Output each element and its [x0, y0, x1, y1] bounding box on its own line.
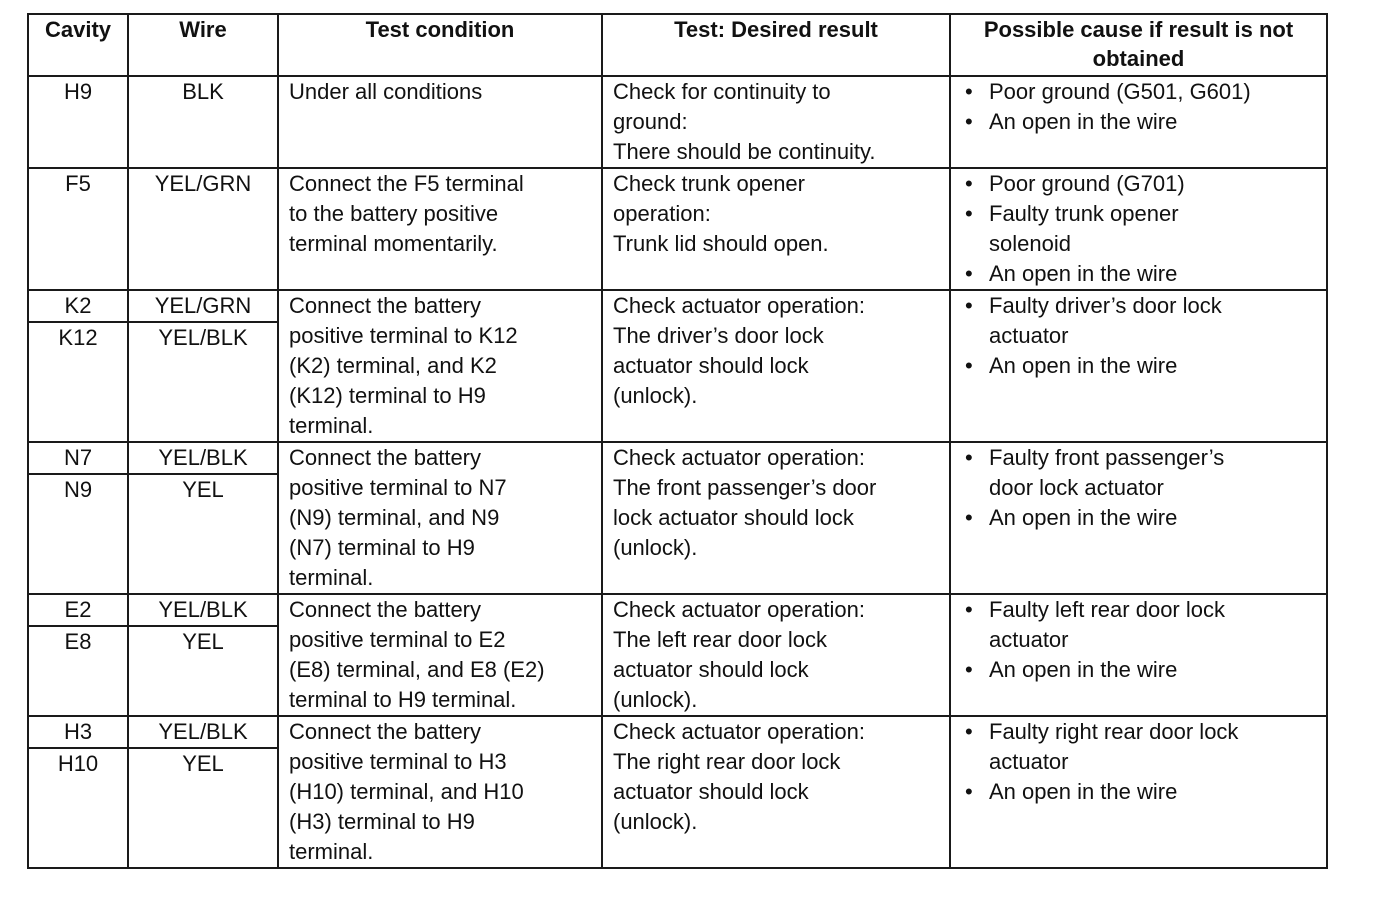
cause-line: • An open in the wire [989, 109, 1178, 134]
cause-list [951, 595, 1326, 685]
cause-cell [950, 76, 1327, 168]
wire-label: YEL/BLK [129, 595, 277, 627]
cause-line: • Faulty left rear door lock [989, 597, 1225, 622]
cause-item [965, 443, 1326, 503]
table-row [28, 290, 1327, 442]
result-line: The front passenger’s door [613, 475, 877, 500]
condition-cell [278, 76, 602, 168]
wire-cell [128, 168, 278, 290]
wire-label: YEL [182, 629, 224, 654]
condition-line: terminal momentarily. [289, 231, 498, 256]
cause-cell [950, 168, 1327, 290]
condition-cell [278, 594, 602, 716]
cause-list [951, 443, 1326, 533]
cause-line: • An open in the wire [989, 657, 1178, 682]
cavity-label: K12 [58, 325, 98, 350]
header-test-condition: Test condition [278, 14, 602, 76]
condition-line: (E8) terminal, and E8 (E2) [289, 657, 545, 682]
header-possible-cause [950, 14, 1327, 76]
condition-cell [278, 290, 602, 442]
cavity-cell [28, 716, 128, 868]
cause-list [951, 291, 1326, 381]
condition-line: Connect the battery [289, 445, 482, 470]
cause-item [965, 77, 1326, 107]
cavity-cell [28, 442, 128, 594]
header-cavity: Cavity [28, 14, 128, 76]
result-line: The right rear door lock [613, 749, 841, 774]
cause-line: actuator [989, 627, 1069, 652]
header-possible-cause-line: Possible cause if result is not [983, 17, 1294, 42]
condition-line: terminal. [289, 839, 374, 864]
condition-line: Connect the battery [289, 293, 482, 318]
wire-label: YEL/BLK [129, 443, 277, 475]
condition-cell [278, 716, 602, 868]
result-line: actuator should lock [613, 657, 809, 682]
cause-line: • Faulty driver’s door lock [989, 293, 1222, 318]
cause-list [951, 77, 1326, 137]
table-row [28, 594, 1327, 716]
result-cell [602, 716, 950, 868]
cause-cell [950, 290, 1327, 442]
wire-label: BLK [182, 79, 224, 104]
result-cell [602, 594, 950, 716]
result-line: actuator should lock [613, 779, 809, 804]
condition-line: terminal to H9 terminal. [289, 687, 517, 712]
condition-line: (H3) terminal to H9 [289, 809, 475, 834]
cause-list [951, 169, 1326, 289]
header-wire: Wire [128, 14, 278, 76]
wire-cell [128, 716, 278, 868]
condition-line: to the battery positive [289, 201, 499, 226]
cause-cell [950, 594, 1327, 716]
result-line: (unlock). [613, 383, 698, 408]
cause-line: solenoid [989, 231, 1071, 256]
result-cell [602, 76, 950, 168]
result-line: There should be continuity. [613, 139, 876, 164]
cause-line: actuator [989, 749, 1069, 774]
cause-item [965, 351, 1326, 381]
result-line: Check for continuity to [613, 79, 831, 104]
wire-cell [128, 594, 278, 716]
cause-line: • Poor ground (G501, G601) [989, 79, 1251, 104]
table-row [28, 716, 1327, 868]
cause-item [965, 199, 1326, 259]
cause-item [965, 655, 1326, 685]
cause-item [965, 169, 1326, 199]
result-line: ground: [613, 109, 688, 134]
result-line: Check actuator operation: [613, 597, 865, 622]
result-cell [602, 442, 950, 594]
connector-test-table [27, 13, 1328, 869]
result-line: Check actuator operation: [613, 445, 865, 470]
result-line: The left rear door lock [613, 627, 827, 652]
cavity-label: H10 [57, 751, 99, 776]
result-line: Check actuator operation: [613, 293, 865, 318]
table-row [28, 168, 1327, 290]
cause-item [965, 259, 1326, 289]
wire-label: YEL/GRN [154, 171, 252, 196]
cavity-label: N9 [63, 477, 93, 502]
condition-line: (N9) terminal, and N9 [289, 505, 500, 530]
result-line: actuator should lock [613, 353, 809, 378]
header-possible-cause-line: obtained [1092, 46, 1185, 71]
cause-item [965, 717, 1326, 777]
condition-line: (N7) terminal to H9 [289, 535, 475, 560]
wire-cell [128, 76, 278, 168]
cavity-label: H3 [29, 717, 127, 749]
wire-label: YEL [182, 751, 224, 776]
cause-line: • Faulty trunk opener [989, 201, 1179, 226]
cause-line: • An open in the wire [989, 505, 1178, 530]
condition-line: (H10) terminal, and H10 [289, 779, 524, 804]
condition-line: terminal. [289, 413, 374, 438]
condition-line: Connect the battery [289, 719, 482, 744]
cause-line: • Poor ground (G701) [989, 171, 1185, 196]
condition-line: (K2) terminal, and K2 [289, 353, 497, 378]
cause-item [965, 503, 1326, 533]
result-line: The driver’s door lock [613, 323, 824, 348]
table-row [28, 76, 1327, 168]
cavity-label: H9 [63, 79, 93, 104]
wire-label: YEL [182, 477, 224, 502]
cavity-cell [28, 76, 128, 168]
condition-line: positive terminal to H3 [289, 749, 507, 774]
cause-item [965, 107, 1326, 137]
result-line: (unlock). [613, 535, 698, 560]
result-line: Trunk lid should open. [613, 231, 829, 256]
condition-line: Connect the F5 terminal [289, 171, 524, 196]
cause-cell [950, 716, 1327, 868]
cause-line: actuator [989, 323, 1069, 348]
cavity-label: N7 [29, 443, 127, 475]
condition-line: (K12) terminal to H9 [289, 383, 486, 408]
condition-line: Under all conditions [289, 79, 483, 104]
result-line: (unlock). [613, 687, 698, 712]
wire-label: YEL/BLK [158, 325, 248, 350]
condition-line: Connect the battery [289, 597, 482, 622]
cause-line: • An open in the wire [989, 779, 1178, 804]
condition-line: positive terminal to E2 [289, 627, 506, 652]
result-cell [602, 168, 950, 290]
result-line: (unlock). [613, 809, 698, 834]
header-desired-result: Test: Desired result [602, 14, 950, 76]
cause-item [965, 595, 1326, 655]
condition-cell [278, 168, 602, 290]
cause-list [951, 717, 1326, 807]
cause-line: door lock actuator [989, 475, 1164, 500]
cause-line: • An open in the wire [989, 353, 1178, 378]
table-row [28, 442, 1327, 594]
condition-line: positive terminal to K12 [289, 323, 518, 348]
wire-cell [128, 442, 278, 594]
condition-cell [278, 442, 602, 594]
cavity-label: E2 [29, 595, 127, 627]
cause-line: • Faulty front passenger’s [989, 445, 1225, 470]
result-cell [602, 290, 950, 442]
result-line: Check trunk opener [613, 171, 805, 196]
header-row [28, 14, 1327, 76]
cavity-label: K2 [29, 291, 127, 323]
wire-label: YEL/BLK [129, 717, 277, 749]
cause-item [965, 777, 1326, 807]
result-line: operation: [613, 201, 711, 226]
condition-line: terminal. [289, 565, 374, 590]
condition-line: positive terminal to N7 [289, 475, 507, 500]
cavity-label: E8 [64, 629, 92, 654]
wire-label: YEL/GRN [129, 291, 277, 323]
result-line: Check actuator operation: [613, 719, 865, 744]
cavity-cell [28, 594, 128, 716]
result-line: lock actuator should lock [613, 505, 854, 530]
cause-line: • An open in the wire [989, 261, 1178, 286]
cavity-cell [28, 290, 128, 442]
cause-line: • Faulty right rear door lock [989, 719, 1239, 744]
wire-cell [128, 290, 278, 442]
cause-cell [950, 442, 1327, 594]
cavity-label: F5 [65, 171, 91, 196]
cavity-cell [28, 168, 128, 290]
cause-item [965, 291, 1326, 351]
